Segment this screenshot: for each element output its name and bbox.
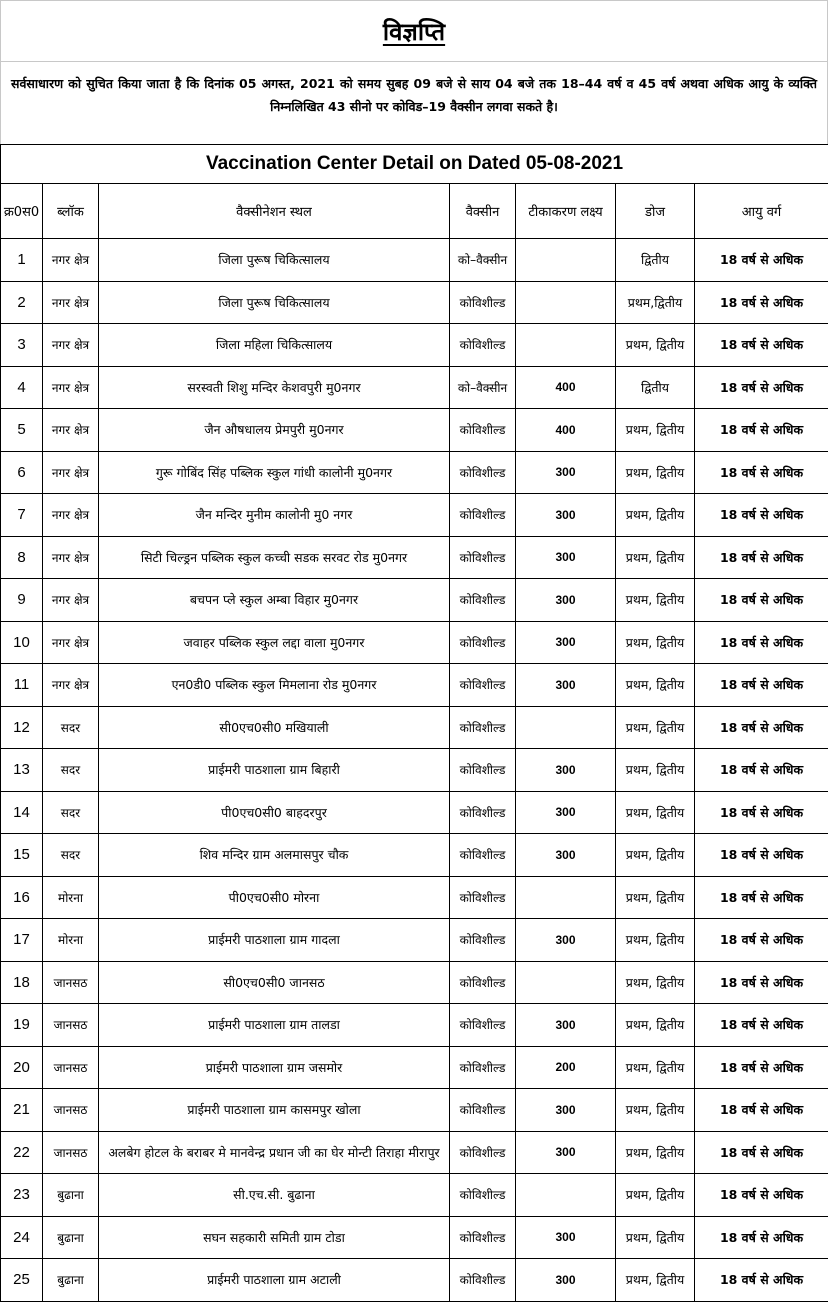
table-row — [1, 579, 828, 622]
table-row — [1, 621, 828, 664]
vaccination-table — [0, 144, 828, 1302]
cell-sn: 6 — [1, 451, 43, 494]
table-row — [1, 1216, 828, 1259]
cell-vaccine: कोविशील्ड — [450, 876, 516, 919]
cell-sn: 9 — [1, 579, 43, 622]
table-row — [1, 791, 828, 834]
cell-vaccine: कोविशील्ड — [450, 1089, 516, 1132]
cell-block: नगर क्षेत्र — [43, 536, 99, 579]
cell-site: पी0एच0सी0 मोरना — [99, 876, 450, 919]
table-row — [1, 919, 828, 962]
cell-vaccine: कोविशील्ड — [450, 621, 516, 664]
cell-vaccine: कोविशील्ड — [450, 834, 516, 877]
cell-vaccine: को–वैक्सीन — [450, 239, 516, 282]
cell-site: गुरू गोबिंद सिंह पब्लिक स्कुल गांधी कालोनी मु0नगर — [99, 451, 450, 494]
cell-vaccine: कोविशील्ड — [450, 409, 516, 452]
cell-vaccine: कोविशील्ड — [450, 324, 516, 367]
cell-vaccine: कोविशील्ड — [450, 494, 516, 537]
cell-target: 300 — [516, 1004, 616, 1047]
table-caption-row — [1, 145, 828, 184]
cell-site: जिला पुरूष चिकित्सालय — [99, 281, 450, 324]
cell-sn: 17 — [1, 919, 43, 962]
cell-age: 18 वर्ष से अधिक — [695, 579, 828, 622]
cell-age: 18 वर्ष से अधिक — [695, 536, 828, 579]
cell-target: 300 — [516, 451, 616, 494]
cell-dose: प्रथम, द्वितीय — [616, 749, 695, 792]
cell-site: सी0एच0सी0 मखियाली — [99, 706, 450, 749]
cell-age: 18 वर्ष से अधिक — [695, 366, 828, 409]
cell-block: नगर क्षेत्र — [43, 494, 99, 537]
cell-block: बुढाना — [43, 1259, 99, 1302]
cell-dose: द्वितीय — [616, 366, 695, 409]
cell-site: प्राईमरी पाठशाला ग्राम अटाली — [99, 1259, 450, 1302]
cell-vaccine: को–वैक्सीन — [450, 366, 516, 409]
table-row — [1, 834, 828, 877]
table-row — [1, 366, 828, 409]
cell-site: प्राईमरी पाठशाला ग्राम तालडा — [99, 1004, 450, 1047]
cell-age: 18 वर्ष से अधिक — [695, 621, 828, 664]
cell-target — [516, 706, 616, 749]
cell-site: जैन औषधालय प्रेमपुरी मु0नगर — [99, 409, 450, 452]
cell-block: जानसठ — [43, 1046, 99, 1089]
cell-age: 18 वर्ष से अधिक — [695, 494, 828, 537]
cell-age: 18 वर्ष से अधिक — [695, 791, 828, 834]
cell-target: 300 — [516, 1089, 616, 1132]
cell-target: 300 — [516, 791, 616, 834]
cell-target — [516, 239, 616, 282]
table-row — [1, 324, 828, 367]
cell-sn: 1 — [1, 239, 43, 282]
cell-site: बचपन प्ले स्कुल अम्बा विहार मु0नगर — [99, 579, 450, 622]
cell-target — [516, 281, 616, 324]
cell-vaccine: कोविशील्ड — [450, 451, 516, 494]
cell-dose: प्रथम, द्वितीय — [616, 409, 695, 452]
cell-block: सदर — [43, 791, 99, 834]
cell-vaccine: कोविशील्ड — [450, 1046, 516, 1089]
cell-sn: 19 — [1, 1004, 43, 1047]
cell-target — [516, 1174, 616, 1217]
cell-block: मोरना — [43, 919, 99, 962]
cell-vaccine: कोविशील्ड — [450, 961, 516, 1004]
header-sn: क्र0स0 — [1, 184, 43, 239]
cell-sn: 25 — [1, 1259, 43, 1302]
table-row — [1, 876, 828, 919]
cell-block: जानसठ — [43, 1131, 99, 1174]
cell-vaccine: कोविशील्ड — [450, 749, 516, 792]
cell-dose: प्रथम, द्वितीय — [616, 494, 695, 537]
cell-age: 18 वर्ष से अधिक — [695, 324, 828, 367]
cell-sn: 2 — [1, 281, 43, 324]
cell-vaccine: कोविशील्ड — [450, 919, 516, 962]
cell-vaccine: कोविशील्ड — [450, 706, 516, 749]
cell-target: 400 — [516, 366, 616, 409]
table-row — [1, 451, 828, 494]
cell-sn: 8 — [1, 536, 43, 579]
cell-vaccine: कोविशील्ड — [450, 791, 516, 834]
cell-dose: प्रथम, द्वितीय — [616, 876, 695, 919]
cell-target: 300 — [516, 536, 616, 579]
table-caption: Vaccination Center Detail on Dated 05-08-2021 — [1, 145, 828, 184]
cell-site: सरस्वती शिशु मन्दिर केशवपुरी मु0नगर — [99, 366, 450, 409]
cell-target: 300 — [516, 1216, 616, 1259]
cell-vaccine: कोविशील्ड — [450, 1131, 516, 1174]
cell-dose: प्रथम, द्वितीय — [616, 1259, 695, 1302]
cell-site: जवाहर पब्लिक स्कुल लद्दा वाला मु0नगर — [99, 621, 450, 664]
cell-age: 18 वर्ष से अधिक — [695, 1089, 828, 1132]
table-row — [1, 536, 828, 579]
cell-block: नगर क्षेत्र — [43, 451, 99, 494]
cell-dose: प्रथम, द्वितीय — [616, 536, 695, 579]
cell-target — [516, 876, 616, 919]
cell-age: 18 वर्ष से अधिक — [695, 409, 828, 452]
cell-site: सी0एच0सी0 जानसठ — [99, 961, 450, 1004]
cell-block: जानसठ — [43, 1089, 99, 1132]
cell-vaccine: कोविशील्ड — [450, 1259, 516, 1302]
table-body — [1, 239, 828, 1302]
header-dose: डोज — [616, 184, 695, 239]
cell-sn: 11 — [1, 664, 43, 707]
notice-title-wrap — [1, 1, 827, 53]
cell-age: 18 वर्ष से अधिक — [695, 1004, 828, 1047]
cell-sn: 4 — [1, 366, 43, 409]
cell-target — [516, 961, 616, 1004]
cell-block: नगर क्षेत्र — [43, 621, 99, 664]
cell-sn: 21 — [1, 1089, 43, 1132]
cell-age: 18 वर्ष से अधिक — [695, 1046, 828, 1089]
cell-sn: 24 — [1, 1216, 43, 1259]
table-row — [1, 706, 828, 749]
header-target: टीकाकरण लक्ष्य — [516, 184, 616, 239]
cell-block: नगर क्षेत्र — [43, 281, 99, 324]
cell-block: जानसठ — [43, 961, 99, 1004]
cell-site: जैन मन्दिर मुनीम कालोनी मु0 नगर — [99, 494, 450, 537]
cell-sn: 5 — [1, 409, 43, 452]
cell-age: 18 वर्ष से अधिक — [695, 961, 828, 1004]
cell-site: प्राईमरी पाठशाला ग्राम जसमोर — [99, 1046, 450, 1089]
cell-dose: प्रथम, द्वितीय — [616, 919, 695, 962]
cell-sn: 14 — [1, 791, 43, 834]
table-row — [1, 1004, 828, 1047]
cell-site: एन0डी0 पब्लिक स्कुल मिमलाना रोड मु0नगर — [99, 664, 450, 707]
cell-age: 18 वर्ष से अधिक — [695, 876, 828, 919]
cell-block: नगर क्षेत्र — [43, 324, 99, 367]
cell-block: नगर क्षेत्र — [43, 579, 99, 622]
cell-target: 300 — [516, 834, 616, 877]
cell-site: सी.एच.सी. बुढाना — [99, 1174, 450, 1217]
cell-site: अलबेग होटल के बराबर मे मानवेन्द्र प्रधान जी का घेर मोन्टी तिराहा मीरापुर — [99, 1131, 450, 1174]
cell-block: बुढाना — [43, 1174, 99, 1217]
cell-block: सदर — [43, 706, 99, 749]
table-row — [1, 239, 828, 282]
cell-age: 18 वर्ष से अधिक — [695, 239, 828, 282]
table-row — [1, 494, 828, 537]
cell-site: शिव मन्दिर ग्राम अलमासपुर चौक — [99, 834, 450, 877]
cell-dose: प्रथम, द्वितीय — [616, 664, 695, 707]
cell-dose: प्रथम, द्वितीय — [616, 621, 695, 664]
cell-sn: 13 — [1, 749, 43, 792]
cell-dose: द्वितीय — [616, 239, 695, 282]
cell-site: प्राईमरी पाठशाला ग्राम कासमपुर खोला — [99, 1089, 450, 1132]
cell-block: जानसठ — [43, 1004, 99, 1047]
cell-sn: 23 — [1, 1174, 43, 1217]
cell-target: 300 — [516, 1259, 616, 1302]
cell-site: सिटी चिल्ड्रन पब्लिक स्कुल कच्ची सडक सरवट रोड मु0नगर — [99, 536, 450, 579]
cell-block: सदर — [43, 749, 99, 792]
cell-age: 18 वर्ष से अधिक — [695, 706, 828, 749]
cell-block: नगर क्षेत्र — [43, 409, 99, 452]
table-row — [1, 409, 828, 452]
cell-sn: 10 — [1, 621, 43, 664]
table-row — [1, 281, 828, 324]
cell-age: 18 वर्ष से अधिक — [695, 1131, 828, 1174]
table-row — [1, 1174, 828, 1217]
cell-dose: प्रथम,द्वितीय — [616, 281, 695, 324]
cell-vaccine: कोविशील्ड — [450, 281, 516, 324]
cell-block: सदर — [43, 834, 99, 877]
cell-target: 300 — [516, 494, 616, 537]
cell-site: जिला पुरूष चिकित्सालय — [99, 239, 450, 282]
table-row — [1, 664, 828, 707]
header-vaccine: वैक्सीन — [450, 184, 516, 239]
cell-dose: प्रथम, द्वितीय — [616, 324, 695, 367]
cell-sn: 3 — [1, 324, 43, 367]
cell-sn: 12 — [1, 706, 43, 749]
cell-site: पी0एच0सी0 बाहदरपुर — [99, 791, 450, 834]
cell-target: 300 — [516, 621, 616, 664]
table-row — [1, 1046, 828, 1089]
cell-dose: प्रथम, द्वितीय — [616, 579, 695, 622]
cell-sn: 7 — [1, 494, 43, 537]
cell-dose: प्रथम, द्वितीय — [616, 451, 695, 494]
cell-dose: प्रथम, द्वितीय — [616, 834, 695, 877]
cell-dose: प्रथम, द्वितीय — [616, 1174, 695, 1217]
cell-block: नगर क्षेत्र — [43, 664, 99, 707]
table-row — [1, 961, 828, 1004]
cell-block: नगर क्षेत्र — [43, 239, 99, 282]
cell-dose: प्रथम, द्वितीय — [616, 1004, 695, 1047]
cell-dose: प्रथम, द्वितीय — [616, 1216, 695, 1259]
cell-target: 400 — [516, 409, 616, 452]
cell-age: 18 वर्ष से अधिक — [695, 1174, 828, 1217]
cell-age: 18 वर्ष से अधिक — [695, 451, 828, 494]
cell-target: 300 — [516, 749, 616, 792]
table-header-row — [1, 184, 828, 239]
cell-vaccine: कोविशील्ड — [450, 536, 516, 579]
cell-site: जिला महिला चिकित्सालय — [99, 324, 450, 367]
cell-dose: प्रथम, द्वितीय — [616, 961, 695, 1004]
table-row — [1, 1131, 828, 1174]
cell-dose: प्रथम, द्वितीय — [616, 1131, 695, 1174]
table-row — [1, 749, 828, 792]
cell-age: 18 वर्ष से अधिक — [695, 834, 828, 877]
notice-title: विज्ञप्ति — [383, 17, 445, 46]
cell-target: 300 — [516, 1131, 616, 1174]
header-block: ब्लॉक — [43, 184, 99, 239]
cell-age: 18 वर्ष से अधिक — [695, 1259, 828, 1302]
cell-block: मोरना — [43, 876, 99, 919]
cell-vaccine: कोविशील्ड — [450, 1174, 516, 1217]
cell-age: 18 वर्ष से अधिक — [695, 281, 828, 324]
cell-target: 300 — [516, 664, 616, 707]
cell-vaccine: कोविशील्ड — [450, 579, 516, 622]
header-age: आयु वर्ग — [695, 184, 828, 239]
table-row — [1, 1089, 828, 1132]
cell-site: प्राईमरी पाठशाला ग्राम बिहारी — [99, 749, 450, 792]
cell-sn: 20 — [1, 1046, 43, 1089]
notice-header — [0, 0, 828, 144]
cell-vaccine: कोविशील्ड — [450, 1216, 516, 1259]
cell-age: 18 वर्ष से अधिक — [695, 664, 828, 707]
cell-age: 18 वर्ष से अधिक — [695, 919, 828, 962]
cell-vaccine: कोविशील्ड — [450, 664, 516, 707]
cell-dose: प्रथम, द्वितीय — [616, 1046, 695, 1089]
notice-text: सर्वसाधारण को सुचित किया जाता है कि दिनांक 05 अगस्त, 2021 को समय सुबह 09 बजे से साय 04 बजे तक 18–44 वर्ष व 45 वर्ष अथवा अधिक आयु के व्यक्ति निम्नलिखित 43 सीनो पर कोविड–19 वैक्सीन लगवा सकते है। — [1, 62, 827, 118]
cell-site: प्राईमरी पाठशाला ग्राम गादला — [99, 919, 450, 962]
cell-age: 18 वर्ष से अधिक — [695, 1216, 828, 1259]
cell-age: 18 वर्ष से अधिक — [695, 749, 828, 792]
header-site: वैक्सीनेशन स्थल — [99, 184, 450, 239]
cell-block: बुढाना — [43, 1216, 99, 1259]
cell-dose: प्रथम, द्वितीय — [616, 1089, 695, 1132]
cell-target: 300 — [516, 919, 616, 962]
cell-sn: 15 — [1, 834, 43, 877]
cell-sn: 16 — [1, 876, 43, 919]
cell-site: सघन सहकारी समिती ग्राम टोडा — [99, 1216, 450, 1259]
cell-sn: 18 — [1, 961, 43, 1004]
cell-sn: 22 — [1, 1131, 43, 1174]
cell-block: नगर क्षेत्र — [43, 366, 99, 409]
cell-dose: प्रथम, द्वितीय — [616, 706, 695, 749]
cell-target — [516, 324, 616, 367]
cell-target: 300 — [516, 579, 616, 622]
cell-target: 200 — [516, 1046, 616, 1089]
cell-dose: प्रथम, द्वितीय — [616, 791, 695, 834]
cell-vaccine: कोविशील्ड — [450, 1004, 516, 1047]
